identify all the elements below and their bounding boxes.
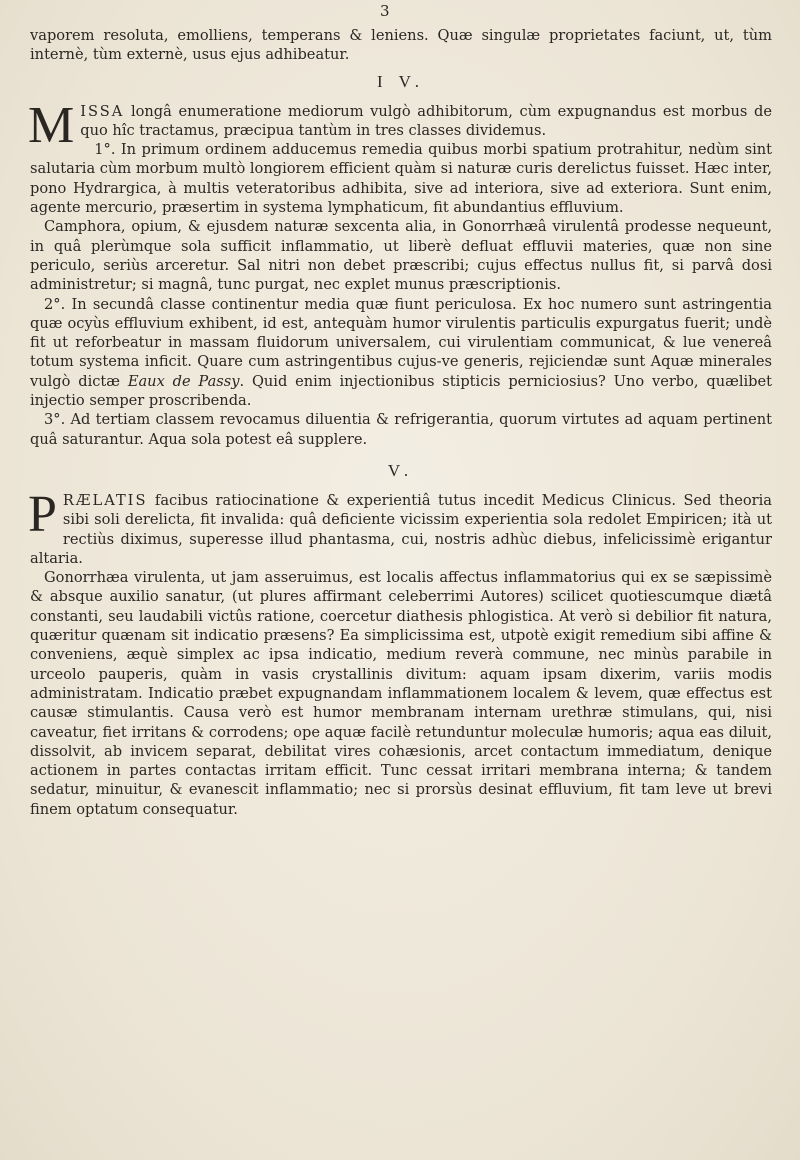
- section-iv-intro: [28, 96, 772, 154]
- intro-text: longâ enumeratione mediorum vulgò adhibitorum, cùm expugnandus est morbus de quo hîc tractamus, præcipua tantùm in tres classes dividemus.: [80, 102, 772, 139]
- page-number: 3: [380, 2, 390, 20]
- paragraph-second-class: [30, 295, 772, 411]
- lead-word: RÆLATIS: [62, 491, 148, 509]
- dropcap-p: P: [28, 485, 57, 543]
- text-segment: 2°. In secundâ classe continentur media quæ fiunt periculosa. Ex hoc numero sunt astringentia quæ ocyùs effluvium exhibent, id est, antequàm humor virulentis particulis expurgatus fuerit; undè fit ut reforbeatur in massam fluidorum universalem, cui virulentiam communicat, & lue venereâ totum systema inficit. Quare cum astringentibus cujus-ve generis, rejiciendæ sunt Aquæ minerales vulgò dictæ: [30, 295, 772, 390]
- italic-term: Eaux de Passy: [127, 372, 240, 390]
- section-heading-iv: I V.: [377, 71, 425, 91]
- paragraph-camphora: Camphora, opium, & ejusdem naturæ sexcenta alia, in Gonorrhæâ virulentâ prodesse nequeunt, in quâ plerùmque sola sufficit inflammatio, ut liberè defluat effluvii materies, quæ non sine periculo, seriùs arceretur. Sal nitri non debet præscribi; cujus effectus nullus fit, si parvâ dosi administretur; si magnâ, tunc purgat, nec explet munus præscriptionis.: [30, 218, 772, 294]
- paragraph-third-class: 3°. Ad tertiam classem revocamus diluentia & refrigerantia, quorum virtutes ad aquam pertinent quâ saturantur. Aqua sola potest eâ supplere.: [30, 411, 772, 448]
- lead-word: ISSA: [80, 102, 125, 120]
- paragraph-gonorrhaea: Gonorrhæa virulenta, ut jam asseruimus, est localis affectus inflammatorius qui ex se sæpissimè & absque auxilio sanatur, (ut plures affirmant celeberrimi Autores) scilicet quotiescumque diætâ constanti, seu laudabili victûs ratione, coercetur diathesis phlogistica. At verò si debilior fit natura, quæritur quænam sit indicatio præsens? Ea simplicissima est, utpotè exigit remedium sibi affine & conveniens, æquè simplex ac ipsa indicatio, medium reverà commune, nec minùs parabile in urceolo pauperis, quàm in vasis crystallinis divitum: aquam ipsam dixerim, variis modis administratam. Indicatio præbet expugnandam inflammationem localem & levem, quæ effectus est causæ stimulantis. Causa verò est humor membranam internam urethræ stimulans, qui, nisi caveatur, fiet irritans & corrodens; ope aquæ facilè retunduntur moleculæ humoris; aqua eas diluit, dissolvit, ab invicem separat, debilitat vires cohæsionis, arcet contactum immediatum, denique actionem in partes contactas irritam efficit. Tunc cessat irritari membrana interna; & tandem sedatur, minuitur, & evanescit inflammatio; nec si prorsùs desinat effluvium, fit tam leve ut brevi finem optatum consequatur.: [30, 569, 772, 818]
- section-heading-v: V.: [387, 460, 415, 480]
- intro-text: facibus ratiocinatione & experientiâ tutus incedit Medicus Clinicus. Sed theoria sibi soli derelicta, fit invalida: quâ deficiente vicissim experientia sola redolet Empiricen; ità ut rectiùs diximus, superesse illud phantasma, cui, nostris adhùc diebus, infelicissimè erigantur altaria.: [30, 491, 772, 567]
- carryover-paragraph: vaporem resoluta, emolliens, temperans & leniens. Quæ singulæ proprietates faciunt, ut, tùm internè, tùm externè, usus ejus adhibeatur.: [30, 27, 772, 64]
- section-v-intro: [28, 485, 772, 568]
- text-segment: . Quid enim injectionibus stipticis perniciosius? Uno verbo, quælibet injectio semper proscribenda.: [30, 372, 773, 410]
- paragraph-first-class: 1°. In primum ordinem adducemus remedia quibus morbi spatium protrahitur, nedùm sint salutaria cùm morbum multò longiorem efficient quàm si naturæ curis derelictus fuisset. Hæc inter, pono Hydrargica, à multis veteratoribus adhibita, sive ad interiora, sive ad exteriora. Sunt enim, agente mercurio, præsertim in systema lymphaticum, fit abundantius effluvium.: [30, 141, 772, 217]
- dropcap-m: M: [28, 96, 75, 154]
